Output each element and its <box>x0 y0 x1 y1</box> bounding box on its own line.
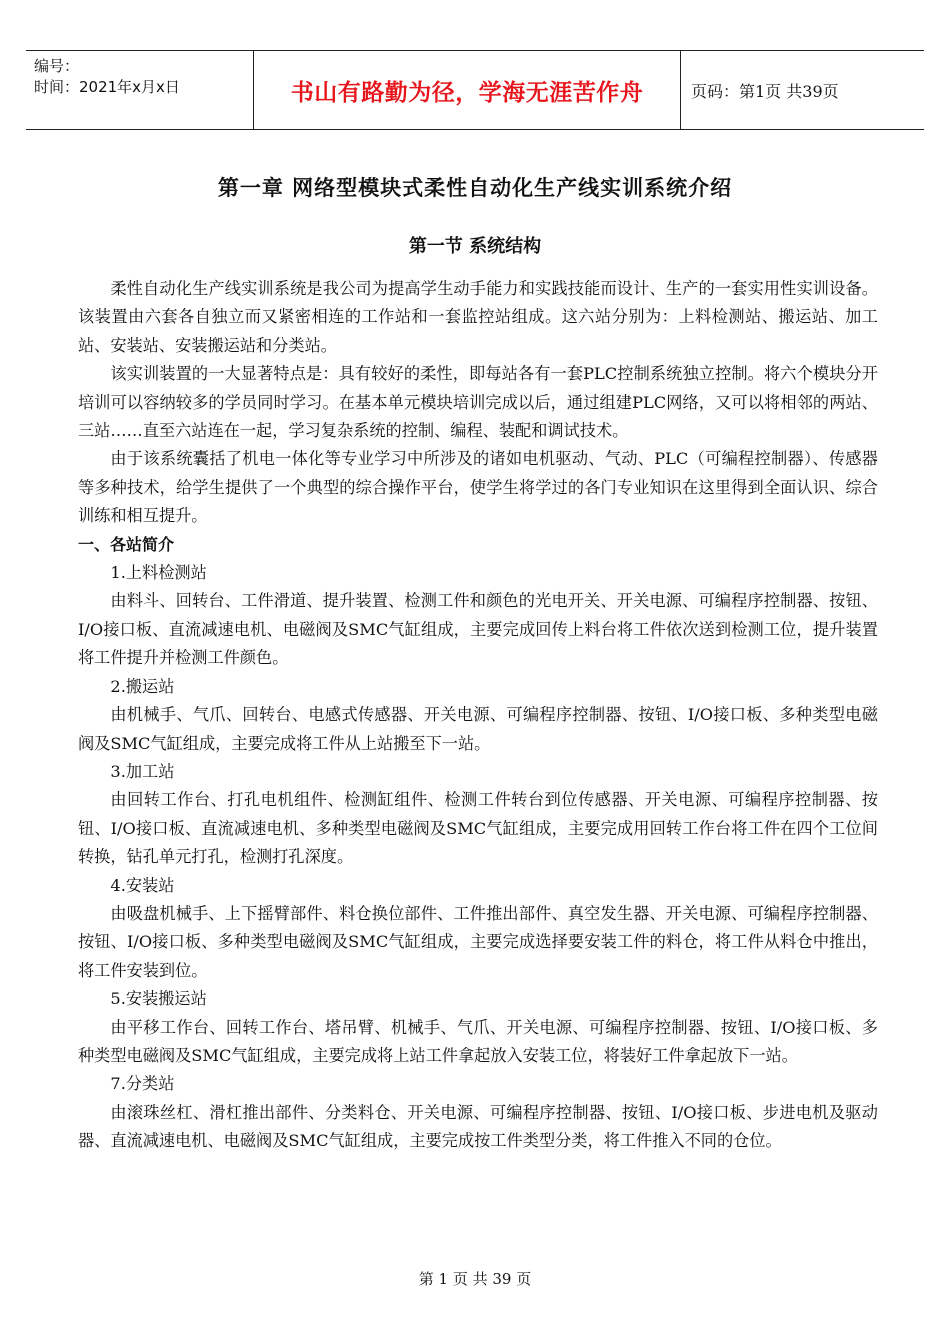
header-meta <box>26 51 254 129</box>
station-title: 7.分类站 <box>110 1074 175 1094</box>
document-number: 编号： <box>34 57 80 75</box>
document-body <box>78 275 878 1156</box>
page-footer: 第 1 页 共 39 页 <box>418 1270 532 1288</box>
paragraph: 由于该系统囊括了机电一体化等专业学习中所涉及的诸如电机驱动、气动、PLC（可编程控制器）、传感器等多种技术，给学生提供了一个典型的综合操作平台，使学生将学过的各门专业知识在这里得到全面认识、综合训练和相互提升。 <box>78 449 878 526</box>
page-header <box>26 50 924 130</box>
header-page-info: 页码：第1页 共39页 <box>691 81 839 101</box>
station-title: 3.加工站 <box>110 761 175 781</box>
station-title: 2.搬运站 <box>110 676 175 696</box>
paragraph: 该实训装置的一大显著特点是：具有较好的柔性，即每站各有一套PLC控制系统独立控制。将六个模块分开培训可以容纳较多的学员同时学习。在基本单元模块培训完成以后，通过组建PLC网络，又可以将相邻的两站、三站……直至六站连在一起，学习复杂系统的控制、编程、装配和调试技术。 <box>78 364 878 441</box>
document-date: 时间：2021年x月x日 <box>34 78 180 96</box>
chapter-title: 第一章 网络型模块式柔性自动化生产线实训系统介绍 <box>217 176 733 200</box>
station-title: 5.安装搬运站 <box>110 989 207 1009</box>
paragraph: 柔性自动化生产线实训系统是我公司为提高学生动手能力和实践技能而设计、生产的一套实用性实训设备。该装置由六套各自独立而又紧密相连的工作站和一套监控站组成。这六站分别为：上料检测站、搬运站、加工站、安装站、安装搬运站和分类站。 <box>78 279 878 355</box>
station-title: 4.安装站 <box>110 875 175 895</box>
station-description: 由料斗、回转台、工件滑道、提升装置、检测工件和颜色的光电开关、开关电源、可编程序控制器、按钮、I/O接口板、直流减速电机、电磁阀及SMC气缸组成，主要完成回传上料台将工件依次送到检测工位，提升装置将工件提升并检测工件颜色。 <box>78 591 878 668</box>
section-title: 第一节 系统结构 <box>408 236 542 257</box>
subheading: 一、各站简介 <box>78 534 175 554</box>
station-description: 由机械手、气爪、回转台、电感式传感器、开关电源、可编程序控制器、按钮、I/O接口板、多种类型电磁阀及SMC气缸组成，主要完成将工件从上站搬至下一站。 <box>78 705 878 753</box>
station-description: 由吸盘机械手、上下摇臂部件、料仓换位部件、工件推出部件、真空发生器、开关电源、可编程序控制器、按钮、I/O接口板、多种类型电磁阀及SMC气缸组成，主要完成选择要安装工件的料仓，将工件从料仓中推出，将工件安装到位。 <box>78 903 878 980</box>
header-motto: 书山有路勤为径，学海无涯苦作舟 <box>254 51 681 129</box>
station-description: 由回转工作台、打孔电机组件、检测缸组件、检测工件转台到位传感器、开关电源、可编程序控制器、按钮、I/O接口板、直流减速电机、多种类型电磁阀及SMC气缸组成，主要完成用回转工作台将工件在四个工位间转换，钻孔单元打孔，检测打孔深度。 <box>78 790 878 867</box>
station-title: 1.上料检测站 <box>110 563 207 583</box>
station-description: 由滚珠丝杠、滑杠推出部件、分类料仓、开关电源、可编程序控制器、按钮、I/O接口板、步进电机及驱动器、直流减速电机、电磁阀及SMC气缸组成，主要完成按工件类型分类，将工件推入不同的仓位。 <box>78 1102 878 1151</box>
station-description: 由平移工作台、回转工作台、塔吊臂、机械手、气爪、开关电源、可编程序控制器、按钮、I/O接口板、多种类型电磁阀及SMC气缸组成，主要完成将上站工件拿起放入安装工位，将装好工件拿起放下一站。 <box>78 1017 878 1065</box>
